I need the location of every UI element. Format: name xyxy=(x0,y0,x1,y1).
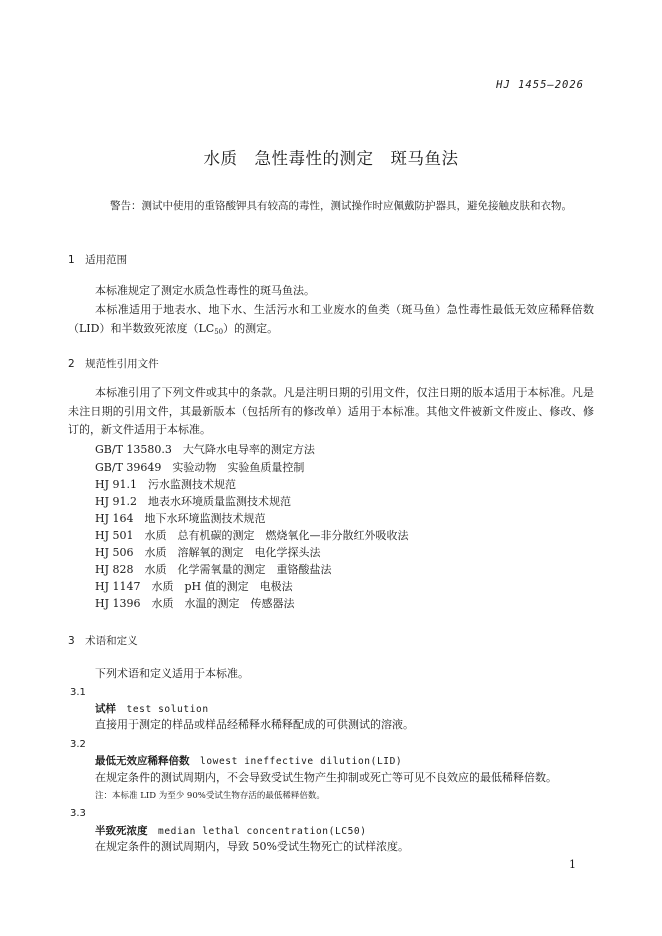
reference-item: HJ 91.1 污水监测技术规范 xyxy=(95,478,236,491)
term-number: 3.1 xyxy=(70,687,86,698)
reference-item: GB/T 39649 实验动物 实验鱼质量控制 xyxy=(95,461,305,474)
term-definition: 直接用于测定的样品或样品经稀释水稀释配成的可供测试的溶液。 xyxy=(95,718,414,731)
term-zh: 半致死浓度 xyxy=(95,825,148,837)
term-definition: 在规定条件的测试周期内，导致 50%受试生物死亡的试样浓度。 xyxy=(95,840,409,853)
reference-item: HJ 828 水质 化学需氧量的测定 重铬酸盐法 xyxy=(95,563,332,576)
section-1-heading: 1 适用范围 xyxy=(68,254,128,266)
reference-item: HJ 91.2 地表水环境质量监测技术规范 xyxy=(95,495,291,508)
paragraph-2-tail: ）的测定。 xyxy=(223,321,279,335)
warning-paragraph: 警告：测试中使用的重铬酸钾具有较高的毒性，测试操作时应佩戴防护器具，避免接触皮肤和衣物。 xyxy=(110,200,572,212)
term-heading xyxy=(95,823,367,838)
reference-item: GB/T 13580.3 大气降水电导率的测定方法 xyxy=(95,443,315,456)
page-number: 1 xyxy=(569,858,576,871)
term-en: median lethal concentration(LC50) xyxy=(158,826,367,837)
paragraph-2-text: 本标准适用于地表水、地下水、生活污水和工业废水的鱼类（斑马鱼）急性毒性最低无效应稀释倍数（LID）和半数致死浓度（LC xyxy=(68,303,594,335)
standard-code: HJ 1455—2026 xyxy=(496,79,584,91)
term-en: lowest ineffective dilution(LID) xyxy=(200,756,403,767)
term-zh: 最低无效应稀释倍数 xyxy=(95,755,190,767)
term-heading xyxy=(95,753,402,768)
section-1-paragraph-1: 本标准规定了测定水质急性毒性的斑马鱼法。 xyxy=(95,284,315,297)
term-number: 3.3 xyxy=(70,808,86,819)
term-definition: 在规定条件的测试周期内，不会导致受试生物产生抑制或死亡等可见不良效应的最低稀释倍数。 xyxy=(95,771,557,784)
reference-item: HJ 1396 水质 水温的测定 传感器法 xyxy=(95,597,295,610)
section-3-intro: 下列术语和定义适用于本标准。 xyxy=(95,667,249,680)
term-zh: 试样 xyxy=(95,703,116,715)
term-heading xyxy=(95,701,209,716)
section-2-heading: 2 规范性引用文件 xyxy=(68,358,159,370)
term-number: 3.2 xyxy=(70,739,86,750)
section-2-intro: 本标准引用了下列文件或其中的条款。凡是注明日期的引用文件，仅注日期的版本适用于本标准。凡是未注日期的引用文件，其最新版本（包括所有的修改单）适用于本标准。其他文件被新文件废止、修改、修订的，新文件适用于本标准。 xyxy=(68,386,594,436)
reference-item: HJ 501 水质 总有机碳的测定 燃烧氧化—非分散红外吸收法 xyxy=(95,529,409,542)
subscript-50: 50 xyxy=(214,327,224,336)
reference-item: HJ 506 水质 溶解氧的测定 电化学探头法 xyxy=(95,546,321,559)
term-note: 注：本标准 LID 为至少 90%受试生物存活的最低稀释倍数。 xyxy=(95,791,325,801)
section-3-heading: 3 术语和定义 xyxy=(68,635,138,647)
section-1-paragraph-2 xyxy=(68,301,594,341)
reference-item: HJ 1147 水质 pH 值的测定 电极法 xyxy=(95,580,293,593)
document-title: 水质 急性毒性的测定 斑马鱼法 xyxy=(203,149,459,168)
term-en: test solution xyxy=(126,704,209,715)
reference-item: HJ 164 地下水环境监测技术规范 xyxy=(95,512,266,525)
